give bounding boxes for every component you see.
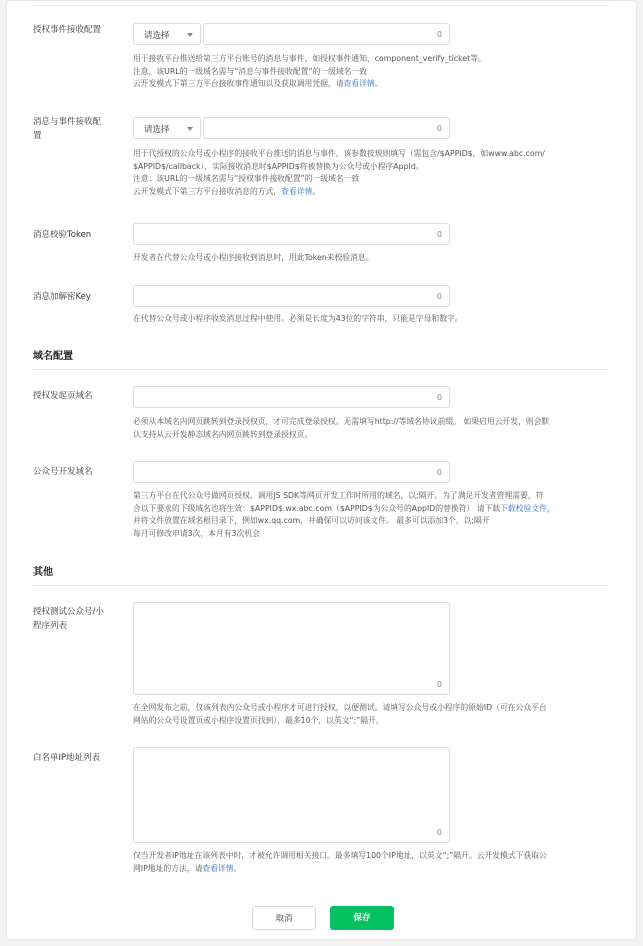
token-input[interactable] bbox=[133, 223, 450, 245]
aes-key-description bbox=[133, 313, 613, 326]
mp-domain-input[interactable] bbox=[133, 461, 450, 483]
auth-event-desc-text: 云开发模式下第三方平台接收事件通知以及获取调用凭据，请 bbox=[133, 79, 344, 88]
aes-key-input[interactable] bbox=[133, 285, 450, 307]
mp-domain-desc-suffix: ， bbox=[546, 503, 555, 513]
mp-domain-desc-line: 每月可修改申请3次，本月有3次机会 bbox=[133, 528, 260, 538]
auth-domain-desc-line: 认支持从云开发静态域名内网页跳转到登录授权页。 bbox=[133, 429, 313, 439]
msg-event-desc-suffix: 。 bbox=[312, 186, 321, 196]
top-divider bbox=[33, 5, 609, 6]
aes-key-desc-line: 在代替公众号或小程序收发消息过程中使用。必须是长度为43位的字符串，只能是字母和数字。 bbox=[133, 314, 463, 323]
auth-event-url-input[interactable] bbox=[203, 23, 450, 45]
auth-event-label: 授权事件接收配置 bbox=[33, 25, 102, 35]
msg-event-counter: 0 bbox=[436, 124, 442, 133]
test-list-label-line2: 程序列表 bbox=[33, 621, 68, 631]
msg-event-description bbox=[133, 148, 613, 198]
test-list-counter: 0 bbox=[436, 680, 442, 689]
chevron-down-icon bbox=[187, 127, 193, 131]
mp-domain-label: 公众号开发域名 bbox=[33, 467, 93, 477]
auth-event-desc-line: 用于接收平台推送给第三方平台账号的消息与事件，如授权事件通知、component_verify_ticket等。 bbox=[133, 54, 486, 63]
download-verify-file-link[interactable]: 下载校验文件 bbox=[500, 503, 547, 513]
mp-domain-description bbox=[133, 490, 613, 540]
section-title-domain: 域名配置 bbox=[33, 351, 73, 362]
msg-event-select-value: 请选择 bbox=[144, 125, 170, 135]
ip-whitelist-textarea[interactable] bbox=[133, 747, 450, 843]
ip-whitelist-label: 白名单IP地址列表 bbox=[33, 753, 101, 763]
msg-event-desc-line bbox=[133, 186, 613, 199]
cancel-button[interactable]: 取消 bbox=[252, 906, 316, 930]
auth-event-protocol-select[interactable] bbox=[133, 23, 201, 45]
auth-event-description bbox=[133, 53, 613, 91]
mp-domain-desc-line bbox=[133, 503, 613, 516]
auth-domain-counter: 0 bbox=[436, 393, 442, 402]
test-list-textarea[interactable] bbox=[133, 602, 450, 695]
auth-event-desc-suffix: 。 bbox=[374, 79, 383, 88]
auth-domain-description bbox=[133, 416, 613, 441]
mp-domain-desc-line: 并将文件放置在域名根目录下，例如wx.qq.com，并确保可以访问该文件。 最多可以添加3个，以;隔开 bbox=[133, 516, 490, 525]
section-divider bbox=[33, 585, 609, 586]
mp-domain-counter: 0 bbox=[436, 468, 442, 477]
token-counter: 0 bbox=[436, 230, 442, 239]
msg-event-details-link[interactable]: 查看详情 bbox=[281, 186, 313, 196]
msg-event-desc-text: 云开发模式下第三方平台接收消息的方式， bbox=[133, 186, 282, 196]
auth-domain-input[interactable] bbox=[133, 386, 450, 408]
mp-domain-desc-text: 合以下要求的下级域名也将生效：$APPID$.wx.abc.com（$APPID$为公众号的AppID的替换符） 请下载 bbox=[133, 503, 501, 513]
test-list-label bbox=[33, 605, 115, 633]
msg-event-desc-line: $APPID$/callback），实际接收消息时$APPID$将被替换为公众号或小程序AppId。 bbox=[133, 161, 424, 171]
mp-domain-desc-line: 第三方平台在代公众号做网页授权、调用JS SDK等网页开发工作时所用的域名，以;隔开。为了满足开发者管理需要，符 bbox=[133, 491, 544, 500]
msg-event-label-line2: 置 bbox=[33, 131, 42, 141]
section-title-other: 其他 bbox=[33, 567, 53, 578]
auth-event-details-link[interactable]: 查看详情 bbox=[343, 79, 375, 88]
token-label: 消息校验Token bbox=[33, 230, 92, 240]
test-list-label-line1: 授权测试公众号/小 bbox=[33, 607, 104, 617]
msg-event-desc-line: 用于代授权的公众号或小程序的接收平台推送的消息与事件，该参数按规则填写（需包含/$APPID$，如www.abc.com/ bbox=[133, 149, 545, 158]
test-list-desc-line: 在全网发布之前，仅该列表内公众号或小程序才可进行授权，以便测试。请填写公众号或小程序的原始ID（可在公众平台 bbox=[133, 703, 547, 712]
ip-whitelist-desc-line: 仅当开发者IP地址在该列表中时，才被允许调用相关接口。最多填写100个IP地址，以英文“;”隔开。云开发模式下获取公 bbox=[133, 851, 547, 860]
auth-event-select-value: 请选择 bbox=[144, 31, 170, 41]
section-divider bbox=[33, 369, 609, 370]
msg-event-label bbox=[33, 115, 115, 143]
test-list-desc-line: 网站的公众号设置页或小程序设置页找到），最多10个，以英文“;”隔开。 bbox=[133, 715, 384, 725]
auth-domain-label: 授权发起页域名 bbox=[33, 391, 93, 401]
token-desc-line: 开发者在代替公众号或小程序接收到消息时，用此Token来校验消息。 bbox=[133, 253, 374, 262]
ip-whitelist-desc-text: 网IP地址的方法，请 bbox=[133, 863, 203, 873]
msg-event-label-line1: 消息与事件接收配 bbox=[33, 117, 102, 127]
token-description bbox=[133, 252, 613, 265]
settings-card bbox=[6, 0, 637, 940]
ip-whitelist-desc-line bbox=[133, 863, 613, 876]
msg-event-url-input[interactable] bbox=[203, 117, 450, 139]
ip-whitelist-details-link[interactable]: 查看详情 bbox=[202, 863, 234, 873]
msg-event-protocol-select[interactable] bbox=[133, 117, 201, 139]
auth-event-desc-line bbox=[133, 78, 613, 91]
auth-event-desc-line: 注意，该URL的一级域名需与“消息与事件接收配置”的一级域名一致 bbox=[133, 66, 368, 76]
chevron-down-icon bbox=[187, 33, 193, 37]
ip-whitelist-desc-suffix: 。 bbox=[233, 863, 242, 873]
save-button[interactable]: 保存 bbox=[330, 906, 394, 930]
msg-event-desc-line: 注意：该URL的一级域名需与“授权事件接收配置”的一级域名一致 bbox=[133, 174, 360, 183]
test-list-description bbox=[133, 702, 613, 727]
auth-domain-desc-line: 必须从本域名内网页跳转到登录授权页，才可完成登录授权。无需填写http://等域名协议前缀。 如果启用云开发，则会默 bbox=[133, 417, 550, 426]
auth-event-counter: 0 bbox=[436, 30, 442, 39]
ip-whitelist-description bbox=[133, 850, 613, 875]
aes-key-label: 消息加解密Key bbox=[33, 292, 91, 302]
aes-key-counter: 0 bbox=[436, 292, 442, 301]
ip-whitelist-counter: 0 bbox=[436, 828, 442, 837]
